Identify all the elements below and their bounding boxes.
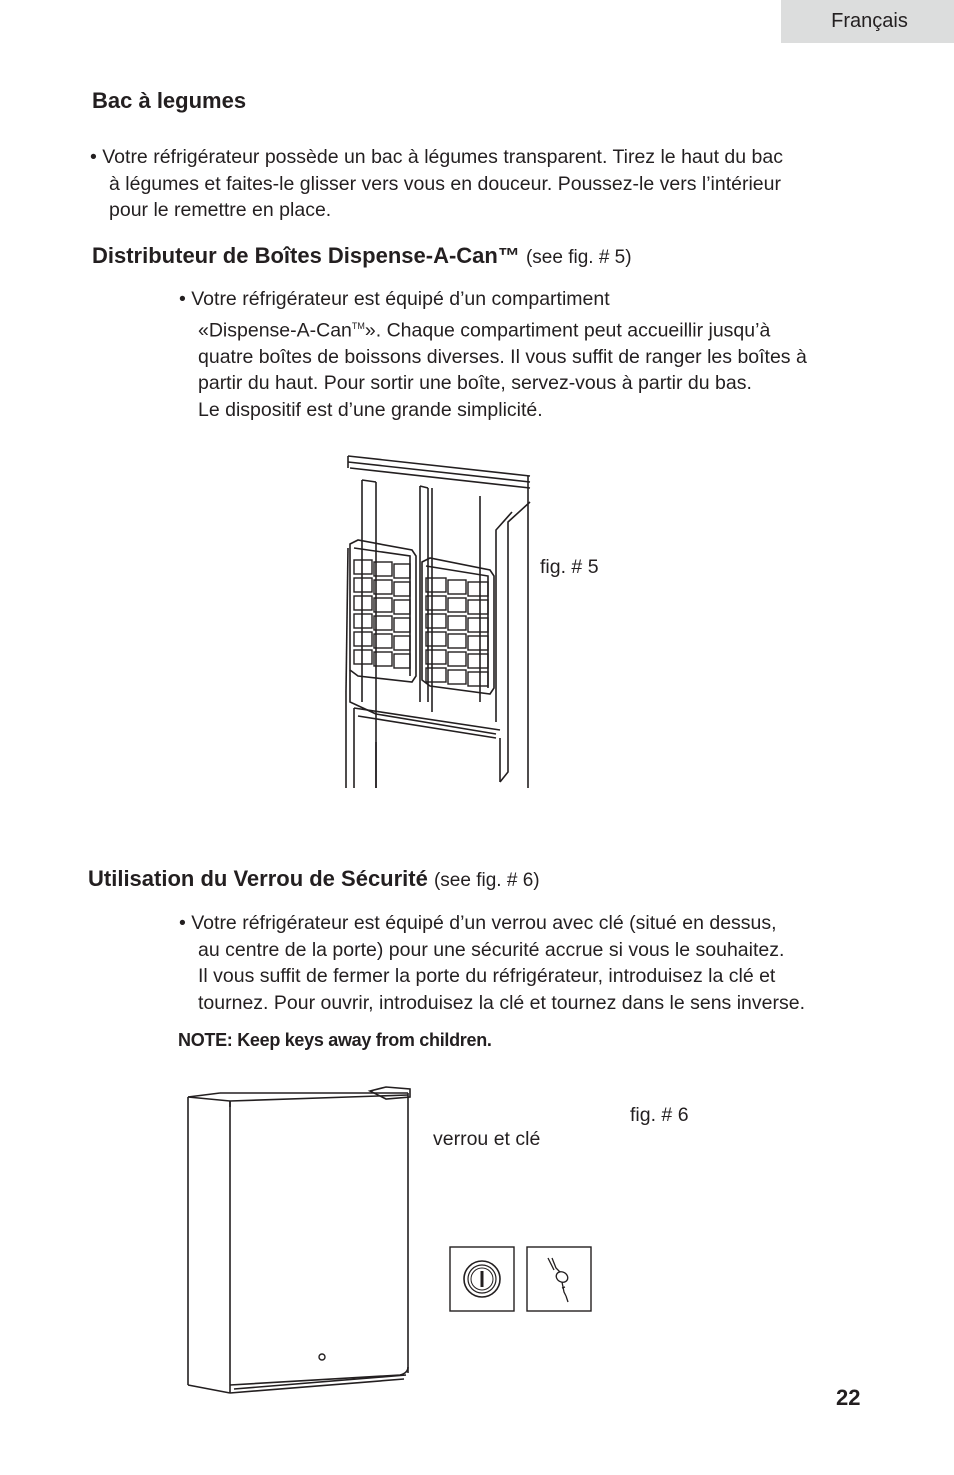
paragraph-fragment: ». Chaque compartiment peut accueillir jusqu’à: [364, 319, 771, 341]
paragraph-line: pour le remettre en place.: [109, 199, 332, 221]
trademark-sup: TM: [351, 320, 365, 331]
paragraph-line: à légumes et faites-le glisser vers vous en douceur. Poussez-le vers l’intérieur: [109, 172, 781, 195]
paragraph-line: • Votre réfrigérateur est équipé d’un verrou avec clé (situé en dessus,: [179, 912, 777, 934]
paragraph-line: partir du haut. Pour sortir une boîte, servez-vous à partir du bas.: [198, 372, 752, 394]
paragraph-line: • Votre réfrigérateur est équipé d’un compartiment: [179, 288, 610, 310]
paragraph-line: Le dispositif est d’une grande simplicité.: [198, 398, 543, 421]
figure-caption-5: fig. # 5: [540, 556, 599, 578]
paragraph-line: Il vous suffit de fermer la porte du réfrigérateur, introduisez la clé et: [198, 965, 776, 987]
lock-cylinder-inset: [449, 1246, 515, 1312]
section-title-text: Utilisation du Verrou de Sécurité: [88, 866, 428, 891]
page-number: 22: [836, 1385, 861, 1410]
safety-note: NOTE: Keep keys away from children.: [178, 1030, 492, 1050]
paragraph-line: tournez. Pour ouvrir, introduisez la clé et tournez dans le sens inverse.: [198, 991, 805, 1014]
paragraph-bac: [90, 144, 783, 224]
section-title-dispense: [92, 243, 632, 269]
paragraph-fragment: «Dispense-A-Can: [198, 319, 352, 341]
paragraph-line: au centre de la porte) pour une sécurité accrue si vous le souhaitez.: [198, 938, 785, 961]
lock-icon: [319, 1354, 325, 1360]
paragraph-line: • Votre réfrigérateur possède un bac à légumes transparent. Tirez le haut du bac: [90, 146, 783, 168]
figure-caption-6: fig. # 6: [630, 1104, 689, 1126]
dispense-a-can-illustration: [340, 452, 540, 792]
paragraph-verrou: [179, 910, 805, 1016]
paragraph-line: [179, 313, 807, 344]
paragraph-line: quatre boîtes de boissons diverses. Il vous suffit de ranger les boîtes à: [198, 345, 807, 368]
figure-reference: (see fig. # 6): [433, 870, 540, 891]
figure-reference: (see fig. # 5): [525, 247, 632, 268]
section-title-verrou: [88, 866, 540, 892]
language-tab: Français: [781, 0, 954, 43]
key-icon: [526, 1246, 592, 1312]
refrigerator-illustration: [180, 1085, 420, 1395]
lock-label: verrou et clé: [433, 1128, 541, 1150]
section-title-bac: Bac à legumes: [92, 88, 247, 113]
paragraph-dispense: [179, 286, 807, 423]
section-title-text: Distributeur de Boîtes Dispense-A-Can™: [92, 243, 520, 268]
